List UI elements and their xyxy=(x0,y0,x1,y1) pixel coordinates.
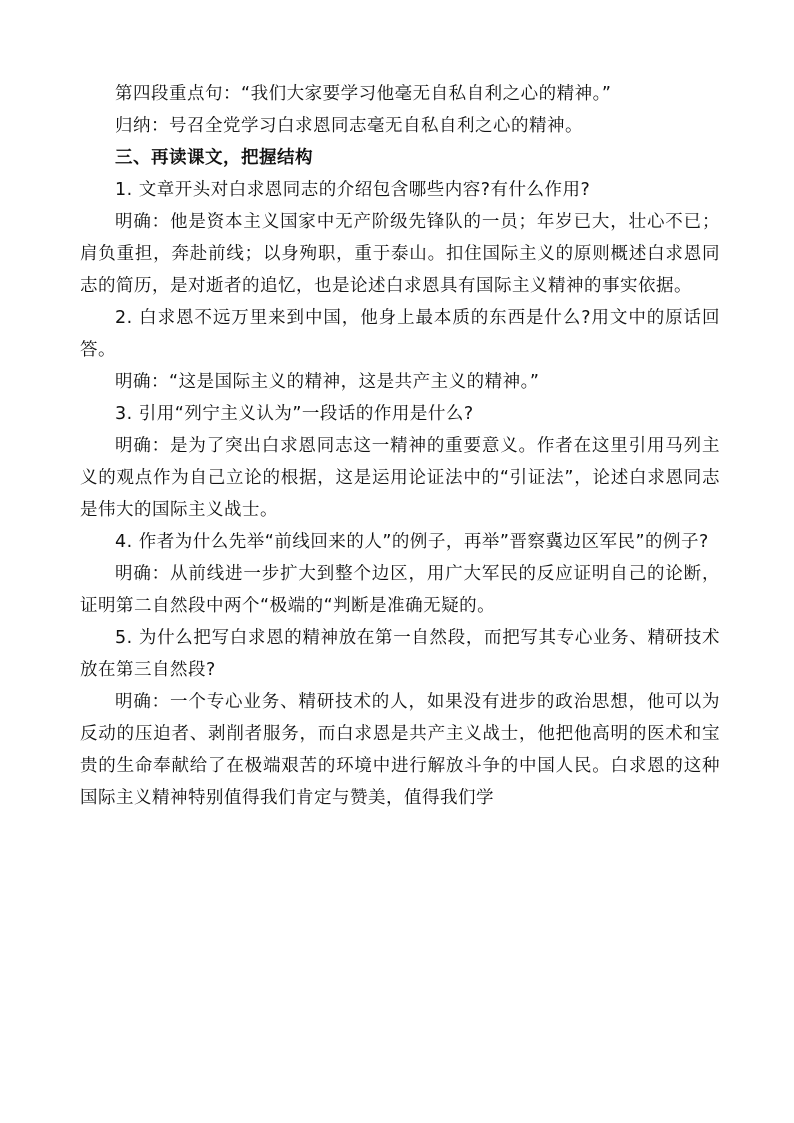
document-body xyxy=(80,78,720,814)
section-heading: 三、再读课文，把握结构 xyxy=(115,148,313,168)
summary-paragraph: 归纳：号召全党学习白求恩同志毫无自私自利之心的精神。 xyxy=(115,116,583,136)
answer-4: 明确：从前线进一步扩大到整个边区，用广大军民的反应证明自己的论断，证明第二自然段中两个“极端的“判断是准确无疑的。 xyxy=(80,564,720,616)
answer-2: 明确：“这是国际主义的精神，这是共产主义的精神。” xyxy=(115,372,540,392)
question-2: 2. 白求恩不远万里来到中国，他身上最本质的东西是什么?用文中的原话回答。 xyxy=(80,308,720,360)
answer-5: 明确：一个专心业务、精研技术的人，如果没有进步的政治思想，他可以为反动的压迫者、剥削者服务，而白求恩是共产主义战士，他把他高明的医术和宝贵的生命奉献给了在极端艰苦的环境中进行解放斗争的中国人民。白求恩的这种国际主义精神特别值得我们肯定与赞美，值得我们学 xyxy=(80,692,720,808)
question-1: 1. 文章开头对白求恩同志的介绍包含哪些内容?有什么作用? xyxy=(115,180,591,200)
question-4: 4. 作者为什么先举“前线回来的人”的例子，再举”晋察冀边区军民”的例子? xyxy=(115,532,709,552)
answer-1: 明确：他是资本主义国家中无产阶级先锋队的一员；年岁已大，壮心不已；肩负重担，奔赴前线；以身殉职，重于泰山。扣住国际主义的原则概述白求恩同志的简历，是对逝者的追忆，也是论述白求恩具有国际主义精神的事实依据。 xyxy=(80,212,720,296)
key-sentence-paragraph: 第四段重点句：“我们大家要学习他毫无自私自利之心的精神。” xyxy=(115,84,612,104)
question-3: 3. 引用“列宁主义认为”一段话的作用是什么? xyxy=(115,404,474,424)
question-5: 5. 为什么把写白求恩的精神放在第一自然段，而把写其专心业务、精研技术放在第三自然段? xyxy=(80,628,720,680)
answer-3: 明确：是为了突出白求恩同志这一精神的重要意义。作者在这里引用马列主义的观点作为自己立论的根据，这是运用论证法中的“引证法”，论述白求恩同志是伟大的国际主义战士。 xyxy=(80,436,720,520)
